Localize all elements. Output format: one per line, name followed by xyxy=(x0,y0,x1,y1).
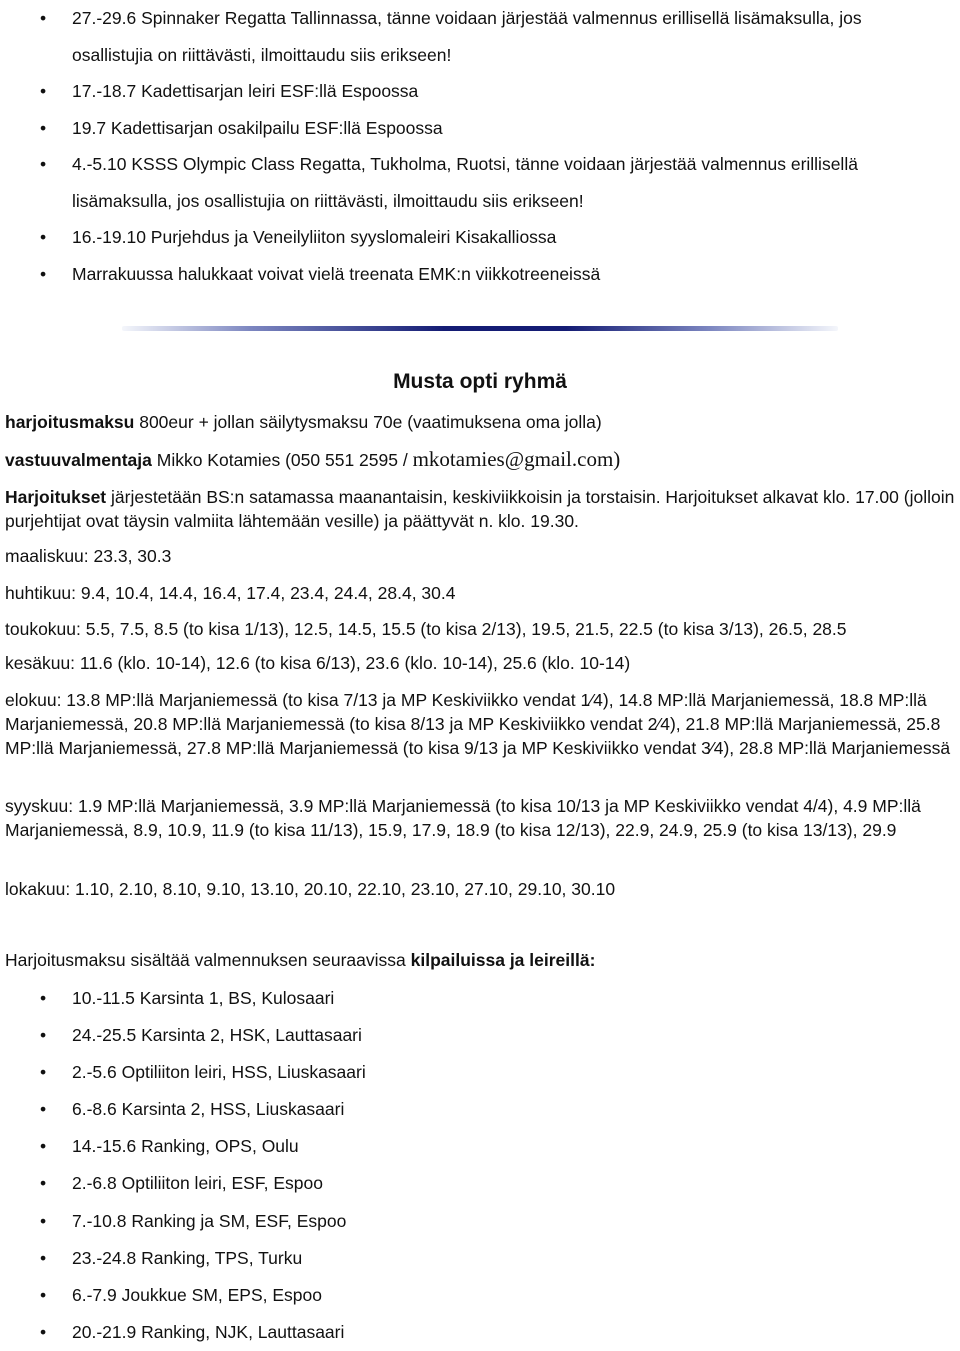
list-item xyxy=(0,1128,920,1165)
coach-email: mkotamies@gmail.com) xyxy=(412,447,621,471)
section-divider xyxy=(122,326,838,331)
bullet: • xyxy=(40,1099,47,1120)
bullet: • xyxy=(40,1062,47,1083)
event-text: 19.7 Kadettisarjan osakilpailu ESF:llä Espoossa xyxy=(72,117,443,138)
bullet: • xyxy=(40,1025,47,1046)
list-item xyxy=(0,73,920,110)
list-item xyxy=(0,980,920,1017)
top-event-list xyxy=(0,0,920,292)
coach-line xyxy=(5,447,955,472)
event-text: 2.-5.6 Optiliiton leiri, HSS, Liuskasaari xyxy=(72,1062,366,1083)
trainings-text: järjestetään BS:n satamassa maanantaisin, keskiviikkoisin ja torstaisin. Harjoitukset alkavat klo. 17.00 (jolloin purjehtijat ovat täysin valmiita lähtemään vesille) ja päättyvät n. klo. 19.30. xyxy=(5,487,955,531)
list-item xyxy=(0,1165,920,1202)
fee-line xyxy=(5,410,955,434)
list-item xyxy=(0,1277,920,1314)
includes-text: Harjoitusmaksu sisältää valmennuksen seuraavissa xyxy=(5,950,411,970)
coach-label: vastuuvalmentaja xyxy=(5,450,152,470)
list-item xyxy=(0,1203,920,1240)
fee-text: 800eur + jollan säilytysmaksu 70e (vaatimuksena oma jolla) xyxy=(134,412,602,432)
event-text: Marrakuussa halukkaat voivat vielä treenata EMK:n viikkotreeneissä xyxy=(72,263,601,284)
trainings-label: Harjoitukset xyxy=(5,487,107,507)
includes-bold: kilpailuissa ja leireillä: xyxy=(410,950,596,970)
event-text: 4.-5.10 KSSS Olympic Class Regatta, Tukholma, Ruotsi, tänne voidaan järjestää valmennus erillisellä lisämaksulla, jos osallistujia on riittävästi, ilmoittaudu siis erikseen! xyxy=(72,154,858,211)
bullet: • xyxy=(40,8,47,28)
event-text: 7.-10.8 Ranking ja SM, ESF, Espoo xyxy=(72,1210,347,1231)
list-item xyxy=(0,146,920,219)
event-text: 10.-11.5 Karsinta 1, BS, Kulosaari xyxy=(72,988,335,1008)
bullet: • xyxy=(40,1136,47,1157)
month-schedule-may: toukokuu: 5.5, 7.5, 8.5 (to kisa 1/13), 12.5, 14.5, 15.5 (to kisa 2/13), 19.5, 21.5, 22.5 (to kisa 3/13), 26.5, 28.5 xyxy=(5,619,847,639)
list-item xyxy=(0,219,920,256)
list-item xyxy=(0,256,920,293)
month-schedule-june: kesäkuu: 11.6 (klo. 10-14), 12.6 (to kisa 6/13), 23.6 (klo. 10-14), 25.6 (klo. 10-14) xyxy=(5,653,631,673)
bullet: • xyxy=(40,1210,47,1231)
competition-list xyxy=(0,980,920,1351)
list-item xyxy=(0,1054,920,1091)
month-schedule-april: huhtikuu: 9.4, 10.4, 14.4, 16.4, 17.4, 23.4, 24.4, 28.4, 30.4 xyxy=(5,583,456,603)
bullet: • xyxy=(40,81,47,101)
list-item xyxy=(0,0,920,73)
list-item xyxy=(0,1017,920,1054)
bullet: • xyxy=(40,988,47,1008)
event-text: 24.-25.5 Karsinta 2, HSK, Lauttasaari xyxy=(72,1025,362,1046)
month-schedule-august: elokuu: 13.8 MP:llä Marjaniemessä (to kisa 7/13 ja MP Keskiviikko vendat 1⁄4), 14.8 MP:llä Marjaniemessä, 18.8 MP:llä Marjaniemessä, 20.8 MP:llä Marjaniemessä (to kisa 8/13 ja MP Keskiviikko vendat 2⁄4), 21.8 MP:llä Marjaniemessä, 25.8 MP:llä Marjaniemessä, 27.8 MP:llä Marjaniemessä (to kisa 9/13 ja MP Keskiviikko vendat 3⁄4), 28.8 MP:llä Marjaniemessä xyxy=(5,690,951,758)
fee-label: harjoitusmaksu xyxy=(5,412,135,432)
list-item xyxy=(0,110,920,147)
event-text: 6.-7.9 Joukkue SM, EPS, Espoo xyxy=(72,1284,322,1305)
event-text: 6.-8.6 Karsinta 2, HSS, Liuskasaari xyxy=(72,1099,345,1120)
coach-text: Mikko Kotamies (050 551 2595 / xyxy=(151,450,413,470)
event-text: 17.-18.7 Kadettisarjan leiri ESF:llä Espoossa xyxy=(72,81,419,101)
bullet: • xyxy=(40,154,47,174)
bullet: • xyxy=(40,1321,47,1342)
bullet: • xyxy=(40,1173,47,1194)
bullet: • xyxy=(40,1284,47,1305)
event-text: 27.-29.6 Spinnaker Regatta Tallinnassa, tänne voidaan järjestää valmennus erillisellä lisämaksulla, jos osallistujia on riittävästi, ilmoittaudu siis erikseen! xyxy=(72,8,862,65)
bullet: • xyxy=(40,117,47,138)
event-text: 14.-15.6 Ranking, OPS, Oulu xyxy=(72,1136,299,1157)
month-schedule-march: maaliskuu: 23.3, 30.3 xyxy=(5,546,172,566)
month-schedule-september: syyskuu: 1.9 MP:llä Marjaniemessä, 3.9 MP:llä Marjaniemessä (to kisa 10/13 ja MP Keskiviikko vendat 4/4), 4.9 MP:llä Marjaniemessä, 8.9, 10.9, 11.9 (to kisa 11/13), 15.9, 17.9, 18.9 (to kisa 12/13), 22.9, 24.9, 25.9 (to kisa 13/13), 29.9 xyxy=(5,796,921,840)
trainings-paragraph xyxy=(5,485,955,533)
event-text: 23.-24.8 Ranking, TPS, Turku xyxy=(72,1247,303,1268)
event-text: 16.-19.10 Purjehdus ja Veneilyliiton syyslomaleiri Kisakalliossa xyxy=(72,227,557,247)
event-text: 2.-6.8 Optiliiton leiri, ESF, Espoo xyxy=(72,1173,323,1194)
month-schedule-october: lokakuu: 1.10, 2.10, 8.10, 9.10, 13.10, 20.10, 22.10, 23.10, 27.10, 29.10, 30.10 xyxy=(5,879,616,899)
group-title: Musta opti ryhmä xyxy=(393,370,567,393)
list-item xyxy=(0,1314,920,1351)
bullet: • xyxy=(40,1247,47,1268)
bullet: • xyxy=(40,263,47,284)
includes-heading xyxy=(5,948,955,972)
list-item xyxy=(0,1240,920,1277)
event-text: 20.-21.9 Ranking, NJK, Lauttasaari xyxy=(72,1321,345,1342)
bullet: • xyxy=(40,227,47,247)
list-item xyxy=(0,1091,920,1128)
